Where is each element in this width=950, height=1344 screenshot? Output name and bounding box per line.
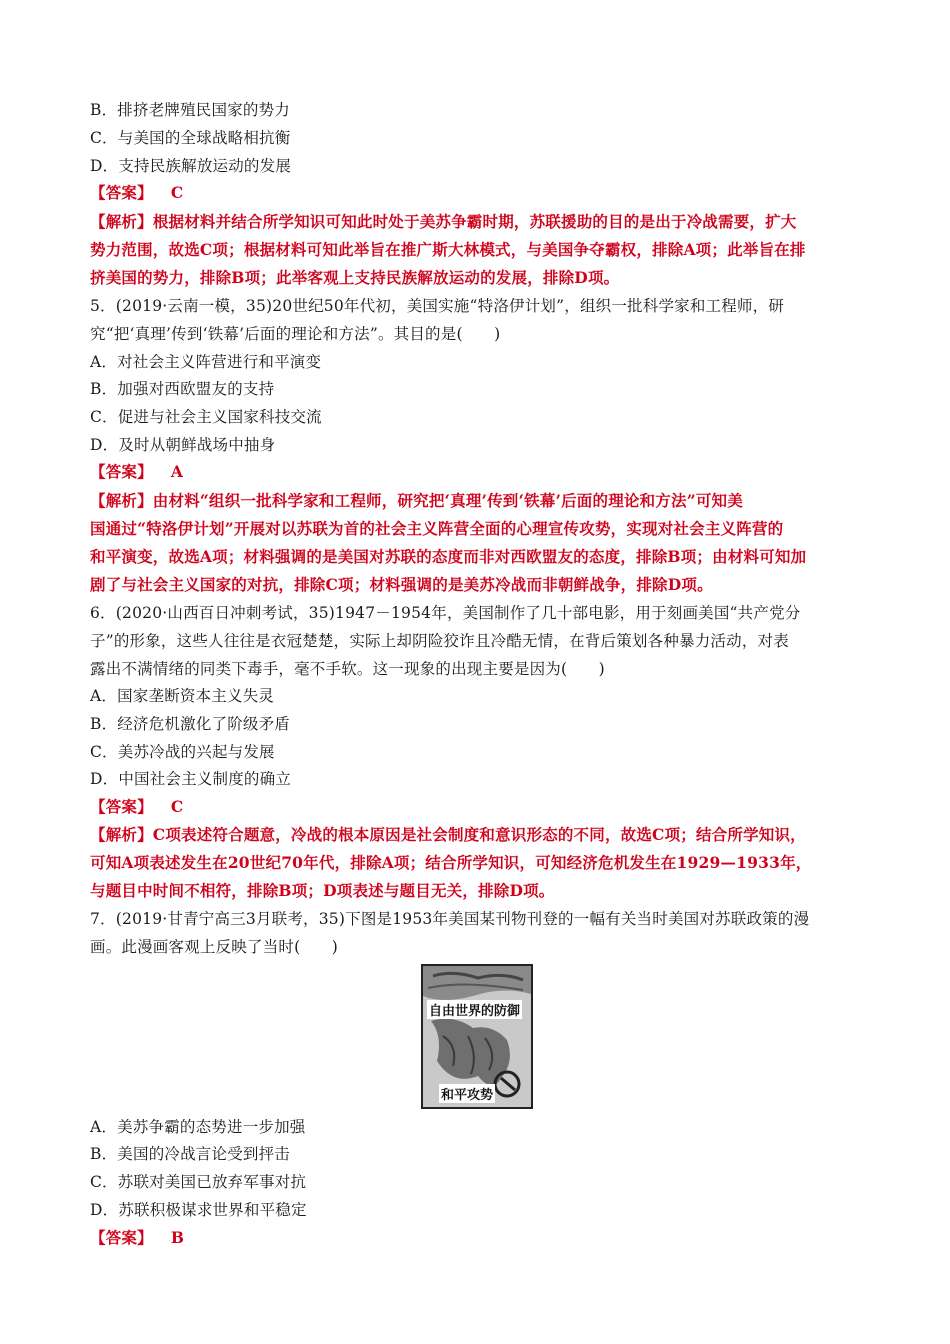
option-a: A．对社会主义阵营进行和平演变 xyxy=(90,353,322,371)
analysis-line: 与题目中时间不相符，排除B项；D项表述与题目无关，排除D项。 xyxy=(90,881,555,900)
analysis-line: 挤美国的势力，排除B项；此举客观上支持民族解放运动的发展，排除D项。 xyxy=(90,268,620,287)
answer-value: A xyxy=(170,462,184,481)
option-d: D．中国社会主义制度的确立 xyxy=(90,770,292,788)
option-c: C．促进与社会主义国家科技交流 xyxy=(90,408,322,426)
answer-value: C xyxy=(170,183,184,202)
cartoon-figure xyxy=(421,964,533,1109)
option-c: C．苏联对美国已放弃军事对抗 xyxy=(90,1173,307,1191)
analysis-line: 【解析】根据材料并结合所学知识可知此时处于美苏争霸时期，苏联援助的目的是出于冷战需要，扩大 xyxy=(90,212,797,231)
question-5-stem: 5．(2019·云南一模，35)20世纪50年代初，美国实施“特洛伊计划”，组织一批科学家和工程师，研 xyxy=(90,297,785,315)
answer-line xyxy=(90,795,183,817)
cartoon-top-label: 自由世界的防御 xyxy=(427,1000,522,1019)
question-6-stem: 6．(2020·山西百日冲刺考试，35)1947－1954年，美国制作了几十部电影，用于刻画美国“共产党分 xyxy=(90,604,801,622)
answer-line xyxy=(90,1226,184,1248)
analysis-line: 和平演变，故选A项；材料强调的是美国对苏联的态度而非对西欧盟友的态度，排除B项；由材料可知加 xyxy=(90,547,807,566)
analysis-line: 【解析】由材料“组织一批科学家和工程师，研究把‘真理’传到‘铁幕’后面的理论和方法”可知美 xyxy=(90,491,743,510)
option-b: B．经济危机激化了阶级矛盾 xyxy=(90,715,290,733)
option-b: B．美国的冷战言论受到抨击 xyxy=(90,1145,290,1163)
answer-tag: 【答案】 xyxy=(90,1228,153,1247)
question-7-stem: 画。此漫画客观上反映了当时( ) xyxy=(90,938,338,956)
option-d: D．苏联积极谋求世界和平稳定 xyxy=(90,1201,307,1219)
option-b: B．排挤老牌殖民国家的势力 xyxy=(90,101,290,119)
answer-value: B xyxy=(170,1228,185,1247)
answer-line xyxy=(90,181,183,203)
option-c: C．美苏冷战的兴起与发展 xyxy=(90,743,275,761)
analysis-line: 势力范围，故选C项；根据材料可知此举旨在推广斯大林模式，与美国争夺霸权，排除A项；此举旨在排 xyxy=(90,240,806,259)
cartoon-bottom-label: 和平攻势 xyxy=(439,1084,495,1103)
answer-value: C xyxy=(170,797,184,816)
answer-tag: 【答案】 xyxy=(90,797,153,816)
option-d: D．及时从朝鲜战场中抽身 xyxy=(90,436,276,454)
question-7-stem: 7．(2019·甘青宁高三3月联考，35)下图是1953年美国某刊物刊登的一幅有关当时美国对苏联政策的漫 xyxy=(90,910,810,928)
option-c: C．与美国的全球战略相抗衡 xyxy=(90,129,291,147)
answer-tag: 【答案】 xyxy=(90,462,153,481)
analysis-line: 剧了与社会主义国家的对抗，排除C项；材料强调的是美苏冷战而非朝鲜战争，排除D项。 xyxy=(90,575,713,594)
option-a: A．国家垄断资本主义失灵 xyxy=(90,687,275,705)
option-a: A．美苏争霸的态势进一步加强 xyxy=(90,1118,306,1136)
answer-line xyxy=(90,460,183,482)
option-d: D．支持民族解放运动的发展 xyxy=(90,157,292,175)
option-b: B．加强对西欧盟友的支持 xyxy=(90,380,275,398)
analysis-line: 国通过“特洛伊计划”开展对以苏联为首的社会主义阵营全面的心理宣传攻势，实现对社会主义阵营的 xyxy=(90,519,784,538)
question-6-stem: 露出不满情绪的同类下毒手，毫不手软。这一现象的出现主要是因为( ) xyxy=(90,660,605,678)
answer-tag: 【答案】 xyxy=(90,183,153,202)
question-6-stem: 子”的形象，这些人往往是衣冠楚楚，实际上却阴险狡诈且冷酷无情，在背后策划各种暴力活动，对表 xyxy=(90,632,789,650)
question-5-stem: 究“把‘真理’传到‘铁幕’后面的理论和方法”。其目的是( ) xyxy=(90,325,501,343)
analysis-line: 【解析】C项表述符合题意，冷战的根本原因是社会制度和意识形态的不同，故选C项；结合所学知识， xyxy=(90,825,806,844)
analysis-line: 可知A项表述发生在20世纪70年代，排除A项；结合所学知识，可知经济危机发生在1929—1933年， xyxy=(90,853,812,872)
